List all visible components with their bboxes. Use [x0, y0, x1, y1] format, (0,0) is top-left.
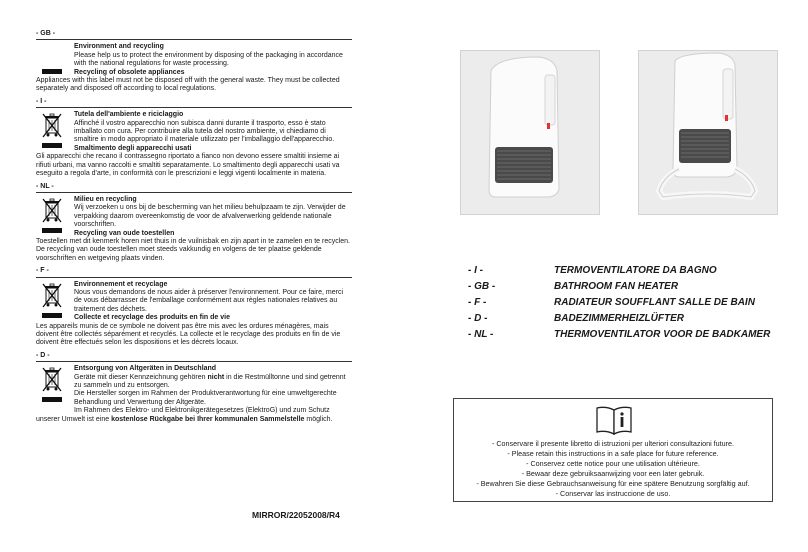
section-heading: Milieu en recycling [74, 195, 137, 203]
title-lang-code: - NL - [468, 329, 494, 340]
title-lang-code: - F - [468, 297, 487, 308]
section-heading: Tutela dell'ambiente e riciclaggio [74, 111, 184, 119]
info-line: - Conservez cette notice pour une utilisation ultérieure. [526, 459, 700, 468]
section-heading: Environment and recycling [74, 43, 164, 51]
title-row [468, 329, 771, 345]
title-row [468, 281, 768, 297]
divider [36, 39, 352, 40]
title-text: RADIATEUR SOUFFLANT SALLE DE BAIN [554, 297, 755, 308]
divider [36, 361, 352, 362]
divider [36, 277, 352, 278]
product-photo-heater [460, 50, 600, 215]
section-heading: Entsorgung von Altgeräten in Deutschland [74, 365, 217, 373]
section-heading: Environnement et recyclage [74, 280, 168, 288]
info-line: - Conservare il presente libretto di istruzioni per ulteriori consultazioni future. [491, 439, 735, 448]
info-line: - Please retain this instructions in a safe place for future reference. [507, 449, 719, 458]
title-lang-code: - I - [468, 265, 483, 276]
bar-icon [42, 228, 62, 233]
section-heading: Smaltimento degli apparecchi usati [74, 144, 192, 152]
retain-instructions-text [458, 439, 768, 499]
document-code: MIRROR/22052008/R4 [252, 510, 340, 520]
section-text: Im Rahmen des Elektro- und Elektronikgerätegesetzes (ElektroG) und zum Schutz unserer Umwelt ist eine kostenlose Rückgabe bei Ihrer kommunalen Sammelstelle möglich. [36, 407, 333, 423]
section-text: Die Hersteller sorgen im Rahmen der Produktverantwortung für eine umweltgerechte Behandlung und Verwertung der Altgeräte. [74, 390, 337, 406]
bar-icon [42, 143, 62, 148]
crossed-out-wheelie-bin-icon [42, 366, 62, 393]
title-lang-code: - GB - [468, 281, 496, 292]
bar-icon [42, 397, 62, 402]
section-text: Les appareils munis de ce symbole ne doivent pas être mis avec les ordures ménagères, mais doivent être collectés séparément et recyclés. La collecte et le recyclage des produits en fin de vie doivent être effectués selon les dispositions et les décrets locaux. [36, 322, 341, 347]
title-row [468, 297, 768, 313]
section-nl [36, 196, 352, 263]
section-text: Appliances with this label must not be disposed off with the general waste. They must be collected separately and disposed off according to local regulations. [36, 77, 340, 93]
section-text: Geräte mit dieser Kennzeichnung gehören nicht in die Restmülltonne und sind getrennt zu sammeln und zu entsorgen. [74, 373, 346, 390]
environment-sections [36, 30, 352, 424]
section-heading: Recycling of obsolete appliances [74, 68, 185, 76]
product-photo-heater-towel-rail [638, 50, 778, 215]
bar-icon [42, 69, 62, 74]
section-text: Toestellen met dit kenmerk horen niet thuis in de vuilnisbak en zijn apart in te zamelen en te recyclen. De recycling van oude toestellen moet steeds vakkundig en volgens de ter plaatse geldende voorschriften en wetgeving plaats vinden. [36, 237, 351, 262]
section-code-gb: - GB - [36, 30, 56, 37]
section-code-nl: - NL - [36, 182, 54, 190]
section-text: Gli apparecchi che recano il contrassegno riportato a fianco non devono essere smaltiti insieme ai rifiuti urbani, ma vanno raccolti e smaltiti separatamente. Lo smaltimento degli apparecchi usati va eseguito a regola d'arte, in conformità con le prescrizioni e leggi vigenti localmente in materia. [36, 153, 340, 178]
divider [36, 192, 352, 193]
section-code-d: - D - [36, 351, 50, 359]
crossed-out-wheelie-bin-icon [42, 197, 62, 224]
title-text: BADEZIMMERHEIZLÜFTER [554, 313, 684, 324]
section-text: Nous vous demandons de nous aider à préserver l'environnement. Pour ce faire, merci de vous débarrasser de l'emballage conformément aux règles nationales relatives au traitement des déchets. [74, 288, 344, 313]
divider [36, 107, 352, 108]
retain-instructions-box [453, 398, 773, 502]
section-gb [36, 43, 352, 93]
section-heading: Recycling van oude toestellen [74, 229, 175, 237]
section-text: Affinché il vostro apparecchio non subisca danni durante il trasporto, esso è stato imballato con cura. Per contribuire alla tutela del nostro ambiente, vi chiediamo di smaltire in modo appropriato il materiale utilizzato per l'imballaggio dell'apparecchio. [74, 119, 335, 144]
section-text: Wij verzoeken u ons bij de bescherming van het milieu behulpzaam te zijn. Verwijder de verpakking daarom overeenkomstig de voor de afvalverwerking geldende nationale voorschriften. [74, 204, 346, 229]
bar-icon [42, 313, 62, 318]
fan-heater-illustration [461, 51, 599, 214]
title-text: TERMOVENTILATORE DA BAGNO [554, 265, 717, 276]
title-row [468, 313, 768, 329]
section-code-i: - I - [36, 97, 47, 105]
crossed-out-wheelie-bin-icon [42, 282, 62, 309]
title-text: THERMOVENTILATOR VOOR DE BADKAMER [554, 329, 771, 340]
title-text: BATHROOM FAN HEATER [554, 281, 679, 292]
section-d [36, 365, 352, 424]
info-line: - Conservar las instruccione de uso. [555, 489, 671, 498]
info-manual-icon [594, 405, 634, 435]
product-titles [468, 265, 771, 345]
title-lang-code: - D - [468, 313, 488, 324]
info-line: - Bewaar deze gebruiksaanwijzing voor een later gebruik. [521, 469, 705, 478]
info-line: - Bewahren Sie diese Gebrauchsanweisung für eine spätere Benutzung sorgfältig auf. [476, 479, 750, 488]
section-text: Please help us to protect the environment by disposing of the packaging in accordance with the national regulations for waste processing. [74, 51, 343, 68]
section-heading: Collecte et recyclage des produits en fin de vie [74, 314, 230, 322]
crossed-out-wheelie-bin-icon [42, 112, 62, 139]
section-i [36, 111, 352, 178]
section-f [36, 281, 352, 348]
title-row [468, 265, 768, 281]
fan-heater-towel-rail-illustration [639, 51, 777, 214]
section-code-f: - F - [36, 267, 49, 275]
